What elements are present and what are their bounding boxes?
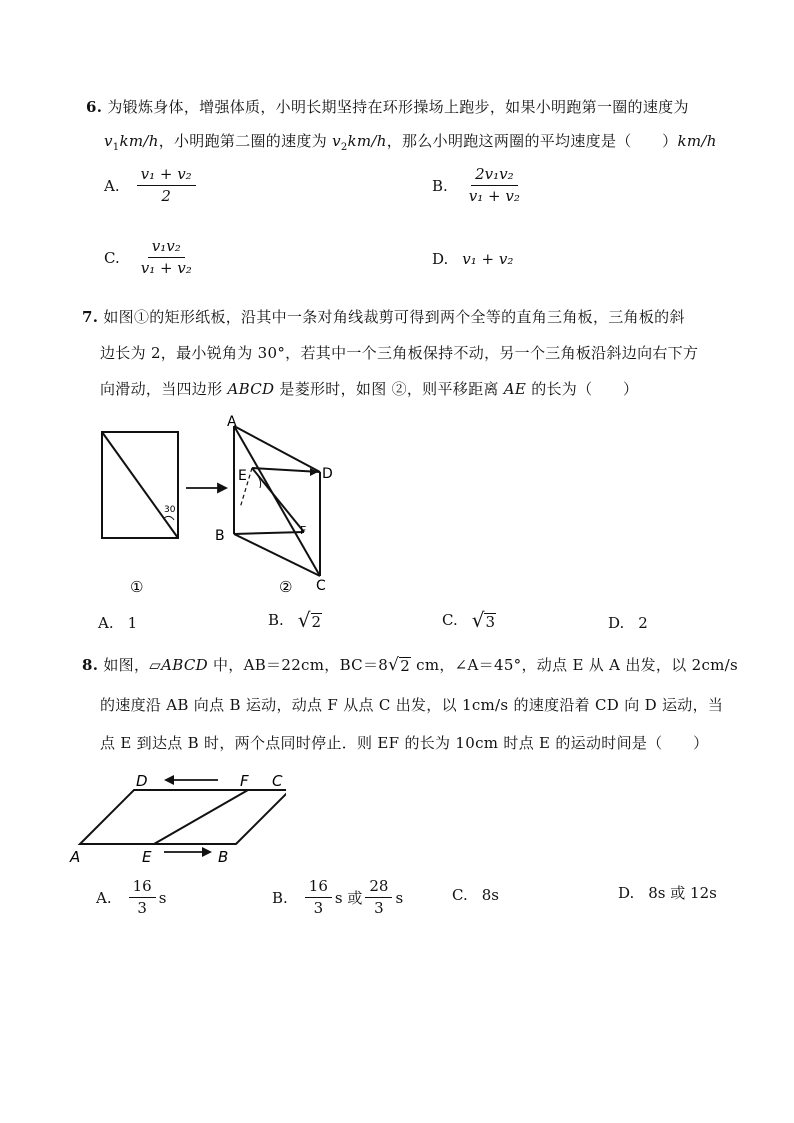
- q7-option-c-sqrt: √ 3: [471, 608, 496, 632]
- q7-label-b: B: [215, 528, 225, 544]
- q7-number: 7.: [82, 308, 99, 326]
- q7-fig1-diagonal: [102, 432, 178, 538]
- q8-option-b-fraction-2: [365, 878, 392, 918]
- q7-fig2-edge-ed: [252, 468, 320, 472]
- q7-label-d: D: [322, 466, 333, 482]
- q7-option-b[interactable]: [268, 610, 322, 630]
- q7-figure-2: [234, 426, 320, 576]
- q7-option-d-text: 2: [638, 614, 648, 632]
- q7-option-b-radicand: 2: [311, 612, 322, 631]
- q6-option-c-fraction: [137, 238, 196, 278]
- q6-option-d-text: v₁ + v₂: [462, 250, 514, 268]
- q8-option-b-numerator-2: 28: [365, 878, 392, 898]
- q8-option-c[interactable]: [452, 886, 499, 904]
- q8-label-c: C: [272, 772, 283, 790]
- q6-v2-sub: 2: [340, 142, 348, 153]
- q8-line-1: [82, 654, 738, 675]
- q7-stem-line3-c: 的长为（ ）: [526, 380, 639, 398]
- q7-option-a[interactable]: [98, 614, 137, 632]
- q6-option-b-fraction: [465, 166, 524, 206]
- q7-fig2-edge-bf: [234, 532, 304, 534]
- q8-option-b-fraction-1: [305, 878, 332, 918]
- q7-option-c-radicand: 3: [485, 612, 496, 631]
- q6-stem-line2-b: ，小明跑第二圈的速度为: [158, 132, 333, 150]
- q7-fig2-edge-ef: [252, 468, 304, 532]
- q8-option-a-label: A.: [96, 888, 112, 907]
- q6-option-c-denominator: v₁ + v₂: [140, 259, 192, 278]
- q6-v1-sub: 1: [112, 142, 120, 153]
- q6-line-2: [104, 130, 717, 153]
- q7-label-c: C: [316, 578, 326, 594]
- q8-label-b: B: [218, 848, 229, 866]
- q7-fig2-caption: ②: [279, 578, 293, 596]
- q6-v2: v: [332, 132, 341, 150]
- q8-stem-line1-c: cm，∠A＝45°，动点 E 从 A 出发，以 2cm/s: [411, 656, 739, 674]
- q8-stem-line2: 的速度沿 AB 向点 B 运动，动点 F 从点 C 出发，以 1cm/s 的速度沿着 CD 向 D 运动，当: [100, 696, 724, 714]
- q7-label-a: A: [227, 414, 237, 430]
- q7-option-b-label: B.: [268, 611, 284, 629]
- q7-stem-line3-a: 向滑动，当四边形: [100, 380, 228, 398]
- q8-sqrt: √ 2: [388, 655, 411, 675]
- q8-stem-line1-a: 如图，: [103, 656, 150, 674]
- q6-option-a[interactable]: [104, 166, 199, 206]
- q6-option-b-numerator: 2v₁v₂: [471, 166, 518, 186]
- q6-line-1: [86, 96, 689, 117]
- q8-option-d-label: D.: [618, 883, 635, 902]
- q8-radicand: 2: [400, 656, 411, 675]
- q7-line-2: [100, 342, 698, 363]
- q6-option-d-label: D.: [432, 250, 449, 268]
- q8-option-b-denominator-2: 3: [374, 899, 384, 918]
- q7-label-f: F: [300, 524, 307, 537]
- q8-option-b[interactable]: [272, 878, 403, 918]
- q8-option-a-fraction: [129, 878, 156, 918]
- q7-option-a-text: 1: [127, 614, 138, 632]
- q7-line-3: [100, 378, 638, 399]
- q6-number: 6.: [86, 98, 103, 116]
- q7-line-1: [82, 306, 685, 327]
- q8-option-d-text: 8s 或 12s: [648, 884, 717, 902]
- q8-label-d: D: [136, 772, 148, 790]
- q8-number: 8.: [82, 656, 99, 674]
- q8-label-f: F: [240, 772, 249, 790]
- q6-option-c[interactable]: [104, 238, 199, 278]
- q7-abcd: ABCD: [227, 380, 275, 398]
- q6-option-a-label: A.: [104, 176, 120, 195]
- q8-option-a-denominator: 3: [137, 899, 147, 918]
- q8-option-b-unit-1: s 或: [334, 889, 363, 908]
- q7-option-a-label: A.: [98, 614, 114, 632]
- q8-figure: [66, 766, 286, 866]
- q6-option-c-numerator: v₁v₂: [148, 238, 185, 258]
- q8-option-b-numerator-1: 16: [305, 878, 332, 898]
- q7-stem-line1: 如图①的矩形纸板，沿其中一条对角线裁剪可得到两个全等的直角三角板，三角板的斜: [103, 308, 685, 326]
- q7-label-e: E: [238, 468, 247, 484]
- q6-v1: v: [104, 132, 113, 150]
- q7-ae: AE: [503, 380, 527, 398]
- q6-stem-line1: 为锻炼身体，增强体质，小明长期坚持在环形操场上跑步，如果小明跑第一圈的速度为: [107, 98, 689, 116]
- q7-stem-line2: 边长为 2，最小锐角为 30°，若其中一个三角板保持不动，另一个三角板沿斜边向右下方: [100, 344, 699, 362]
- q6-option-a-fraction: [137, 166, 196, 206]
- q8-arrow-e-head: [202, 847, 212, 857]
- q6-option-b-denominator: v₁ + v₂: [468, 187, 520, 206]
- q8-option-d[interactable]: [618, 882, 717, 903]
- q8-option-b-unit-2: s: [395, 888, 404, 907]
- q7-option-d-label: D.: [608, 614, 625, 632]
- q6-unit-1: km/h: [119, 132, 159, 150]
- q8-option-a-numerator: 16: [129, 878, 156, 898]
- q7-fig1-caption: ①: [130, 578, 144, 596]
- q7-transition-arrow: [186, 484, 226, 492]
- q8-segment-ef: [154, 790, 248, 844]
- q6-unit-2: km/h: [347, 132, 387, 150]
- q7-option-d[interactable]: [608, 614, 648, 632]
- q8-stem-line1-b: 中，AB＝22cm，BC＝8: [207, 656, 389, 674]
- q8-stem-line3: 点 E 到达点 B 时，两个点同时停止．则 EF 的长为 10cm 时点 E 的运动时间是（ ）: [100, 734, 709, 752]
- q8-option-a[interactable]: [96, 878, 166, 918]
- q8-option-b-label: B.: [272, 888, 288, 907]
- q8-line-2: [100, 694, 723, 715]
- q8-parallelogram: [80, 790, 286, 844]
- q8-line-3: [100, 732, 708, 753]
- q6-option-b[interactable]: [432, 166, 527, 206]
- q6-option-a-denominator: 2: [161, 187, 171, 206]
- q6-option-c-label: C.: [104, 248, 120, 267]
- q7-figure-1: [102, 432, 178, 538]
- q8-option-a-unit: s: [158, 888, 167, 907]
- q6-answer-unit: km/h: [677, 132, 717, 150]
- q8-parallelogram-name: ▱ABCD: [149, 656, 208, 674]
- q7-option-c-label: C.: [442, 611, 458, 629]
- q8-option-c-label: C.: [452, 886, 468, 904]
- q7-option-b-sqrt: √ 2: [297, 608, 322, 632]
- q6-option-b-label: B.: [432, 176, 448, 195]
- q7-fig1-angle-label: 30: [164, 505, 176, 515]
- q8-option-c-text: 8s: [481, 886, 499, 904]
- q7-stem-line3-b: 是菱形时，如图 ②，则平移距离: [274, 380, 504, 398]
- q6-option-a-numerator: v₁ + v₂: [137, 166, 196, 186]
- q8-option-b-denominator-1: 3: [313, 899, 324, 918]
- q8-label-e: E: [142, 848, 152, 866]
- q7-figure: [90, 410, 350, 600]
- q8-label-a: A: [70, 848, 81, 866]
- q6-stem-line2-d: ，那么小明跑这两圈的平均速度是（ ）: [386, 132, 678, 150]
- q6-option-d[interactable]: [432, 250, 513, 268]
- q7-option-c[interactable]: [442, 610, 496, 630]
- q8-arrow-f-head: [164, 775, 174, 785]
